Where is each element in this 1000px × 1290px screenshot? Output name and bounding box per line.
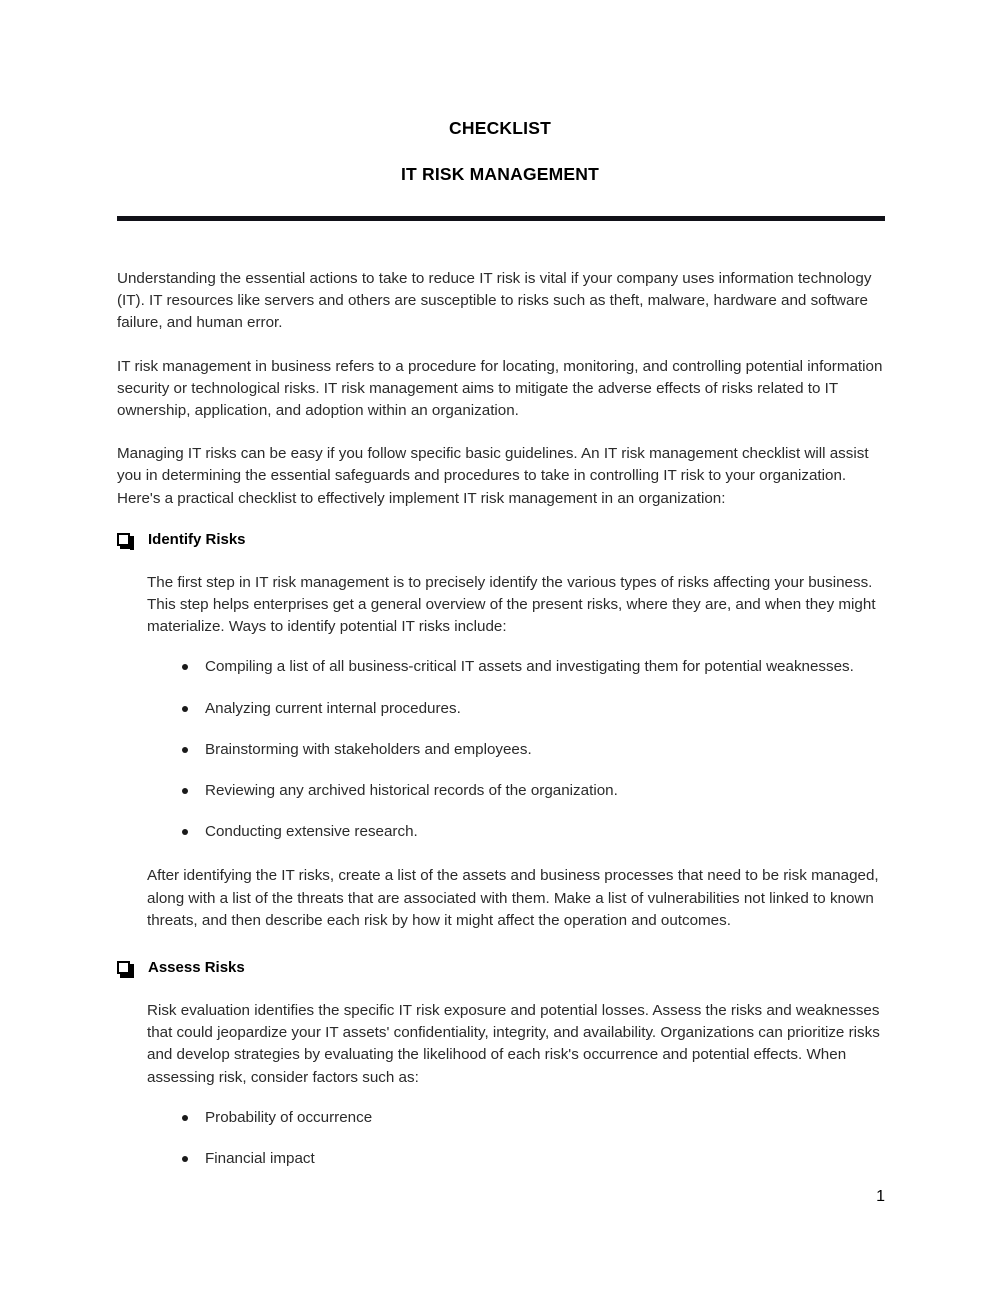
checklist-heading-label: Assess Risks (148, 959, 245, 977)
list-item-text: Financial impact (205, 1150, 315, 1168)
list-item (182, 821, 885, 843)
intro-paragraph-3: Managing IT risks can be easy if you follow specific basic guidelines. An IT risk management checklist will assist you in determining the essential safeguards and procedures to take in controlling IT risk to your organization. Here's a practical checklist to effectively implement IT risk management in an organization: (117, 445, 869, 507)
page-number: 1 (876, 1188, 885, 1205)
bullet-icon (182, 788, 188, 794)
list-item-text: Reviewing any archived historical records of the organization. (205, 782, 618, 800)
section-body-assess-risks (147, 1000, 885, 1089)
list-item (182, 739, 885, 761)
bullet-icon (182, 1156, 188, 1162)
section-closing-paragraph: After identifying the IT risks, create a list of the assets and business processes that need to be risk managed, along with a list of the threats that are associated with them. Make a list of vulnerabilities not linked to known threats, and then describe each risk by how it might affect the operation and outcomes. (147, 867, 879, 929)
list-item (182, 780, 885, 802)
bullet-icon (182, 1115, 188, 1121)
section-intro-paragraph: Risk evaluation identifies the specific IT risk exposure and potential losses. Assess the risks and weaknesses that could jeopardize your IT assets' confidentiality, integrity, and availability. Organizations can prioritize risks and develop strategies by evaluating the likelihood of each risk's occurrence and potential effects. When assessing risk, consider factors such as: (147, 1002, 880, 1086)
checkbox-icon[interactable] (117, 533, 134, 550)
checklist-heading-identify-risks[interactable] (117, 531, 885, 550)
list-item-text: Compiling a list of all business-critical IT assets and investigating them for potential weaknesses. (205, 658, 854, 676)
list-item (182, 656, 885, 678)
header-divider-rule (117, 216, 885, 221)
bullet-list-identify-risks (117, 656, 885, 843)
document-content (117, 268, 885, 1184)
bullet-icon (182, 829, 188, 835)
list-item (182, 1107, 885, 1129)
bullet-icon (182, 747, 188, 753)
bullet-list-assess-risks (117, 1107, 885, 1170)
list-item-text: Brainstorming with stakeholders and employees. (205, 740, 532, 758)
section-closing-identify-risks (147, 865, 885, 932)
intro-paragraph-1: Understanding the essential actions to take to reduce IT risk is vital if your company uses information technology (IT). IT resources like servers and others are susceptible to risks such as theft, malware, hardware and software failure, and human error. (117, 270, 872, 332)
section-intro-paragraph: The first step in IT risk management is to precisely identify the various types of risks affecting your business. This step helps enterprises get a general overview of the present risks, where they are, and when they might materialize. Ways to identify potential IT risks include: (147, 573, 876, 636)
list-item-text: Conducting extensive research. (205, 823, 418, 841)
document-title-checklist: CHECKLIST (449, 118, 551, 138)
intro-paragraph-2: IT risk management in business refers to a procedure for locating, monitoring, and controlling potential information security or technological risks. IT risk management aims to mitigate the adverse effects of risks related to IT ownership, application, and adoption within an organization. (117, 357, 883, 420)
checklist-heading-assess-risks[interactable] (117, 959, 885, 978)
list-item (182, 1148, 885, 1170)
checkbox-icon[interactable] (117, 961, 134, 978)
list-item (182, 698, 885, 720)
list-item-text: Probability of occurrence (205, 1108, 373, 1126)
checklist-heading-label: Identify Risks (148, 530, 246, 548)
list-item-text: Analyzing current internal procedures. (205, 699, 461, 717)
section-body-identify-risks (147, 572, 885, 639)
bullet-icon (182, 706, 188, 712)
bullet-icon (182, 664, 188, 670)
document-title-subject: IT RISK MANAGEMENT (400, 164, 600, 184)
